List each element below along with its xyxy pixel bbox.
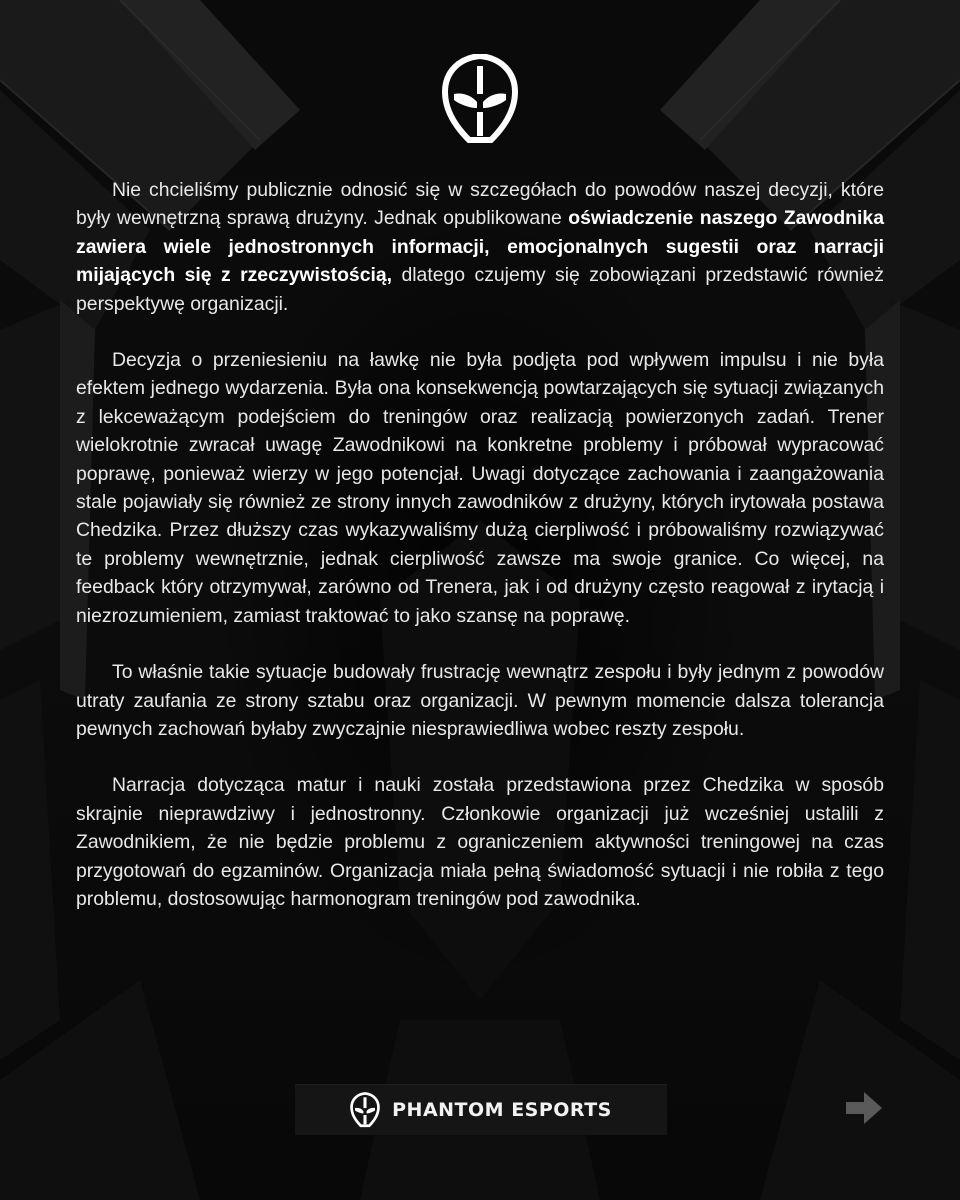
paragraph-1: Nie chcieliśmy publicznie odnosić się w szczegółach do powodów naszej decyzji, które były wewnętrzną sprawą drużyny. Jednak opublikowane oświadczenie naszego Zawodnika zawiera wiele jednostronnych informacji, emocjonalnych sugestii oraz narracji mijających się z rzeczywistością, dlatego czujemy się zobowiązani przedstawić również perspektywę organizacji. — [76, 179, 884, 315]
phantom-mask-icon — [350, 1092, 380, 1128]
paragraph-2: Decyzja o przeniesieniu na ławkę nie była podjęta pod wpływem impulsu i nie była efektem jednego wydarzenia. Była ona konsekwencją powtarzających się sytuacji związanych z lekceważącym podejściem do treningów oraz realizacją powierzonych zadań. Trener wielokrotnie zwracał uwagę Zawodnikowi na konkretne problemy i próbował wypracować poprawę, ponieważ wierzy w jego potencjał. Uwagi dotyczące zachowania i zaangażowania stale pojawiały się również ze strony innych zawodników z drużyny, których irytowała postawa Chedzika. Przez dłuższy czas wykazywaliśmy dużą cierpliwość i próbowaliśmy rozwiązywać te problemy wewnętrznie, jednak cierpliwość zawsze ma swoje granice. Co więcej, na feedback który otrzymywał, zarówno od Trenera, jak i od drużyny często reagował z irytacją i niezrozumieniem, zamiast traktować to jako szansę na poprawę. — [76, 349, 884, 627]
arrow-right-icon[interactable] — [844, 1090, 884, 1126]
paragraph-4: Narracja dotycząca matur i nauki została przedstawiona przez Chedzika w sposób skrajnie nieprawdziwy i jednostronny. Członkowie organizacji już wcześniej ustalili z Zawodnikiem, że nie będzie problemu z ograniczeniem aktywności treningowej na czas przygotowań do egzaminów. Organizacja miała pełną świadomość sytuacji i nie robiła z tego problemu, dostosowując harmonogram treningów pod zawodnika. — [76, 774, 884, 910]
brand-footer — [295, 1084, 667, 1135]
paragraph-3: To właśnie takie sytuacje budowały frustrację wewnątrz zespołu i były jednym z powodów utraty zaufania ze strony sztabu oraz organizacji. W pewnym momencie dalsza tolerancja pewnych zachowań byłaby zwyczajnie niesprawiedliwa wobec reszty zespołu. — [76, 661, 884, 740]
phantom-mask-icon — [441, 54, 519, 144]
brand-name: PHANTOM ESPORTS — [392, 1099, 612, 1121]
bold-statement: oświadczenie naszego Zawodnika zawiera wiele jednostronnych informacji, emocjonalnych sugestii oraz narracji mijających się z rzeczywistością, — [76, 207, 884, 287]
statement-text — [76, 176, 884, 941]
